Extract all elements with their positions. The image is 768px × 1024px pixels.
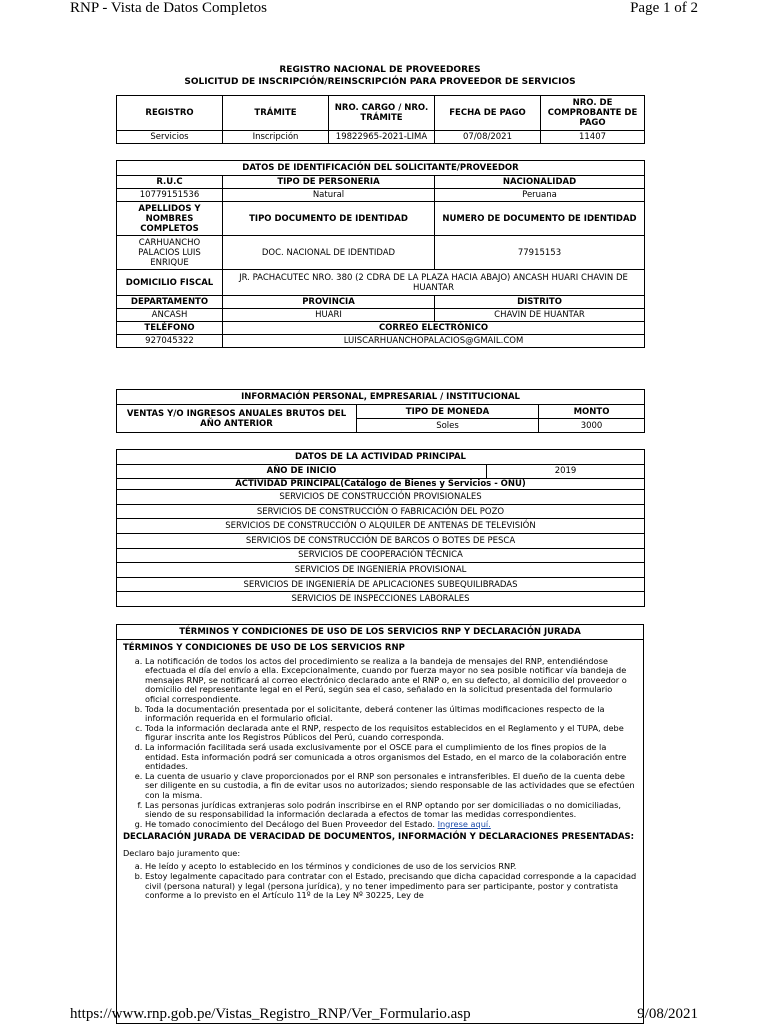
informacion-section-title: INFORMACIÓN PERSONAL, EMPRESARIAL / INSTITUCIONAL	[117, 390, 645, 405]
nro-cargo-header: NRO. CARGO / NRO. TRÁMITE	[329, 96, 435, 131]
numero-documento-label: NUMERO DE DOCUMENTO DE IDENTIDAD	[435, 202, 645, 236]
nro-cargo-value: 19822965-2021-LIMA	[329, 131, 435, 144]
declaracion-list	[123, 862, 637, 900]
registro-value: Servicios	[117, 131, 223, 144]
ventas-label: VENTAS Y/O INGRESOS ANUALES BRUTOS DEL AÑO ANTERIOR	[117, 405, 357, 433]
terminos-content	[117, 640, 643, 903]
registro-header: REGISTRO	[117, 96, 223, 131]
distrito-label: DISTRITO	[435, 296, 645, 309]
actividad-item: SERVICIOS DE INGENIERÍA DE APLICACIONES SUBEQUILIBRADAS	[117, 577, 645, 592]
browser-print-header	[70, 0, 698, 18]
departamento-label: DEPARTAMENTO	[117, 296, 223, 309]
telefono-value: 927045322	[117, 335, 223, 348]
personeria-value: Natural	[223, 189, 435, 202]
provincia-value: HUARI	[223, 309, 435, 322]
fecha-pago-value: 07/08/2021	[435, 131, 541, 144]
terminos-item: a. La notificación de todos los actos del procedimiento se realiza a la bandeja de mensajes del RNP, entendiéndose efectuada el día del envío a ella. Excepcionalmente, cuando por fuerza mayor no sea posible notificar vía bandeja de mensajes RNP, se notificará al correo electrónico declarado ante el RNP o, en su defecto, al domicilio del proveedor o domicilio del representante legal en el Perú, según sea el caso, señalado en la solicitud presentada del formulario oficial correspondiente.	[145, 657, 637, 705]
departamento-value: ANCASH	[117, 309, 223, 322]
tipo-documento-label: TIPO DOCUMENTO DE IDENTIDAD	[223, 202, 435, 236]
domicilio-value: JR. PACHACUTEC NRO. 380 (2 CDRA DE LA PLAZA HACIA ABAJO) ANCASH HUARI CHAVIN DE HUANTAR	[223, 270, 645, 296]
terminos-item: f. Las personas jurídicas extranjeras solo podrán inscribirse en el RNP optando por ser domiciliadas o no domiciliadas, siendo de su responsabilidad la información declarada a efectos de tomar las medidas correspondientes.	[145, 801, 637, 820]
fecha-pago-header: FECHA DE PAGO	[435, 96, 541, 131]
terminos-item-decalogo	[145, 820, 637, 830]
distrito-value: CHAVIN DE HUANTAR	[435, 309, 645, 322]
moneda-label: TIPO DE MONEDA	[357, 405, 539, 419]
actividad-table	[116, 449, 645, 607]
nombres-value: CARHUANCHO PALACIOS LUIS ENRIQUE	[117, 236, 223, 270]
declaro-text: Declaro bajo juramento que:	[123, 847, 241, 858]
actividad-item: SERVICIOS DE CONSTRUCCIÓN DE BARCOS O BOTES DE PESCA	[117, 533, 645, 548]
terminos-section-title: TÉRMINOS Y CONDICIONES DE USO DE LOS SERVICIOS RNP Y DECLARACIÓN JURADA	[117, 625, 643, 640]
terminos-item: e. La cuenta de usuario y clave proporcionados por el RNP son personales e intransferibles. El dueño de la cuenta debe ser diligente en su custodia, a fin de evitar usos no autorizados; siendo responsable de las actividades que se efectúen con la misma.	[145, 772, 637, 801]
nacionalidad-value: Peruana	[435, 189, 645, 202]
actividad-item: SERVICIOS DE INGENIERÍA PROVISIONAL	[117, 563, 645, 578]
actividad-item: SERVICIOS DE INSPECCIONES LABORALES	[117, 592, 645, 607]
monto-value: 3000	[539, 419, 645, 433]
form-title-line1: REGISTRO NACIONAL DE PROVEEDORES	[279, 65, 481, 75]
nacionalidad-label: NACIONALIDAD	[435, 176, 645, 189]
domicilio-label: DOMICILIO FISCAL	[117, 270, 223, 296]
actividad-section-title: DATOS DE LA ACTIVIDAD PRINCIPAL	[117, 450, 645, 465]
actividad-item: SERVICIOS DE CONSTRUCCIÓN O FABRICACIÓN DEL POZO	[117, 504, 645, 519]
tramite-header: TRÁMITE	[223, 96, 329, 131]
comprobante-value: 11407	[541, 131, 645, 144]
comprobante-header: NRO. DE COMPROBANTE DE PAGO	[541, 96, 645, 131]
actividad-item: SERVICIOS DE CONSTRUCCIÓN O ALQUILER DE ANTENAS DE TELEVISIÓN	[117, 519, 645, 534]
actividad-principal-label: ACTIVIDAD PRINCIPAL(Catálogo de Bienes y Servicios - ONU)	[117, 479, 645, 490]
declaracion-item: b. Estoy legalmente capacitado para contratar con el Estado, precisando que dicha capacidad corresponde a la capacidad civil (persona natural) y legal (persona jurídica), y no tener impedimento para ser participante, postor y contratista conforme a lo previsto en el Artículo 11º de la Ley Nº 30225, Ley de	[145, 872, 637, 901]
anio-inicio-label: AÑO DE INICIO	[117, 464, 487, 479]
ruc-label: R.U.C	[117, 176, 223, 189]
tipo-documento-value: DOC. NACIONAL DE IDENTIDAD	[223, 236, 435, 270]
personeria-label: TIPO DE PERSONERIA	[223, 176, 435, 189]
actividad-item: SERVICIOS DE COOPERACIÓN TÉCNICA	[117, 548, 645, 563]
terminos-item: d. La información facilitada será usada exclusivamente por el OSCE para el cumplimiento de los fines propios de la entidad. Esta información podrá ser comunicada a otros organismos del Estado, en el marco de la colaboración entre entidades.	[145, 743, 637, 772]
correo-value: LUISCARHUANCHOPALACIOS@GMAIL.COM	[223, 335, 645, 348]
moneda-value: Soles	[357, 419, 539, 433]
informacion-table	[116, 389, 645, 433]
nombres-label: APELLIDOS Y NOMBRES COMPLETOS	[117, 202, 223, 236]
browser-print-footer	[70, 1006, 698, 1024]
numero-documento-value: 77915153	[435, 236, 645, 270]
print-footer-url: https://www.rnp.gob.pe/Vistas_Registro_RNP/Ver_Formulario.asp	[70, 1006, 471, 1022]
rnp-form	[116, 64, 644, 901]
ruc-value: 10779151536	[117, 189, 223, 202]
correo-label: CORREO ELECTRÓNICO	[223, 322, 645, 335]
terminos-list	[123, 657, 637, 830]
anio-inicio-value: 2019	[487, 464, 645, 479]
terminos-item-text: He tomado conocimiento del Decálogo del Buen Proveedor del Estado.	[145, 818, 435, 829]
actividad-item: SERVICIOS DE CONSTRUCCIÓN PROVISIONALES	[117, 490, 645, 505]
print-footer-date: 9/08/2021	[637, 1006, 698, 1022]
tramite-value: Inscripción	[223, 131, 329, 144]
telefono-label: TELÉFONO	[117, 322, 223, 335]
provincia-label: PROVINCIA	[223, 296, 435, 309]
print-header-page: Page 1 of 2	[630, 0, 698, 16]
identificacion-section-title: DATOS DE IDENTIFICACIÓN DEL SOLICITANTE/PROVEEDOR	[117, 161, 645, 176]
form-title	[116, 64, 644, 88]
declaracion-item: a. He leído y acepto lo establecido en los términos y condiciones de uso de los servicios RNP.	[145, 862, 637, 872]
identificacion-table	[116, 160, 645, 348]
terminos-panel[interactable]	[116, 624, 644, 1024]
form-title-line2: SOLICITUD DE INSCRIPCIÓN/REINSCRIPCIÓN PARA PROVEEDOR DE SERVICIOS	[184, 77, 576, 87]
registro-table	[116, 95, 645, 144]
ingrese-aqui-link[interactable]: Ingrese aquí.	[437, 818, 491, 829]
declaracion-title: DECLARACIÓN JURADA DE VERACIDAD DE DOCUMENTOS, INFORMACIÓN Y DECLARACIONES PRESENTADAS:	[123, 832, 635, 843]
terminos-item: c. Toda la información declarada ante el RNP, respecto de los requisitos establecidos en el Reglamento y el TUPA, debe figurar inscrita ante los Registros Públicos del Perú, cuando corresponda.	[145, 724, 637, 743]
terminos-subtitle: TÉRMINOS Y CONDICIONES DE USO DE LOS SERVICIOS RNP	[123, 643, 405, 653]
print-header-title: RNP - Vista de Datos Completos	[70, 0, 268, 16]
monto-label: MONTO	[539, 405, 645, 419]
terminos-item: b. Toda la documentación presentada por el solicitante, deberá contener las últimas modificaciones respecto de la información requerida en el formulario oficial.	[145, 705, 637, 724]
